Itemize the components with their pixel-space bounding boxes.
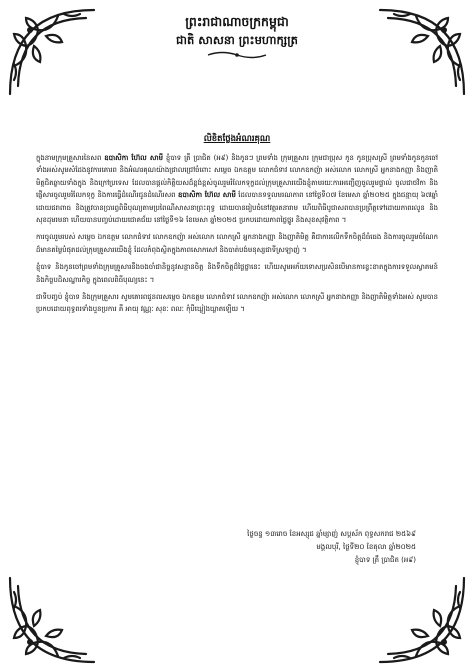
kingdom-title: ព្រះរាជាណាចក្រកម្ពុជា [185, 14, 289, 29]
signature-block [247, 528, 416, 567]
paragraph-2: ការចូលរួមរបស់ សម្តេច ឯកឧត្តម លោកជំទាវ លោកឧកញ៉ា អស់លោក លោកស្រី អ្នកនាងកញ្ញា និងញាតិមិត្ត គឺជាការលើកទឹកចិត្តដ៏ធំធេង និងការចូលរួមចំណែកដ៏មានតម្លៃបំផុតដល់ក្រុមគ្រួសារយើងខ្ញុំ ដែលកំពុងស្ថិតក្នុងភាពសោកសៅ និងបាត់បង់មនុស្សជាទីស្រឡាញ់ ។ [36, 233, 438, 254]
corner-ornament-bottom-left [6, 574, 98, 666]
corner-ornament-bottom-right [376, 574, 468, 666]
national-motto: ជាតិ សាសនា ព្រះមហាក្សត្រ [176, 33, 298, 47]
document-header [0, 12, 474, 60]
deceased-name: ឧបាសិកា ហ៊ែល សាមី [104, 154, 163, 162]
deceased-name: ឧបាសិកា ហ៊ែល សាមី [178, 191, 236, 200]
paragraph-4: ជាទីបញ្ចប់ ខ្ញុំបាទ និងក្រុមគ្រួសារ សូមគោរពជូនពរសម្តេច ឯកឧត្តម លោកជំទាវ លោកឧកញ៉ា អស់លោក លោកស្រី អ្នកនាងកញ្ញា និងញាតិមិត្តទាំងអស់ សូមបានប្រកបដោយពុទ្ធពរទាំងបួនប្រការ គឺ អាយុ វណ្ណៈ សុខៈ ពលៈ កុំបីឃ្លៀងឃ្លាតឡើយ ។ [36, 293, 438, 314]
lunar-date: ថ្ងៃចន្ទ ១៣រោច ខែអស្សុជ ឆ្នាំម្សាញ់ សប្តស័ក ពុទ្ធសករាជ ២៥៦៩ [247, 530, 416, 538]
paragraph-3: ខ្ញុំបាទ និងកូនចៅព្រមទាំងក្រុមគ្រួសារនឹងចងចាំជានិច្ចនូវសន្តានចិត្ត និងទឹកចិត្តដ៏ថ្លៃថ្លានេះ ហើយសូមអភ័យទោសប្រសិនបើមានការខ្វះខាតក្នុងការទទួលស្វាគមន៍ និងកិច្ចបដិសណ្ឋារកិច្ច ក្នុងពេលពិធីបុណ្យនេះ ។ [36, 263, 438, 284]
header-flourish [206, 50, 268, 60]
letter-body [36, 152, 438, 321]
signer-name: ខ្ញុំបាទ ត្រឹ ប្រាជិត (អ៩) [354, 556, 416, 564]
paragraph-1: ក្នុងនាមក្រុមគ្រួសារនៃសព ឧបាសិកា ហ៊ែល សាមី ខ្ញុំបាទ ត្រឹ ប្រាជិត (អ៩) និងកូនៗ ព្រមទាំង ក្រុមគ្រួសារ ក្រុមជាប្រុស កូន កូនប្រុសស្រី ព្រមទាំងកូនកូនចៅទាំងអស់សូមសំដែងនូវការគោរព និងអំណរគុណយ៉ាងជ្រាលជ្រៅចំពោះ សម្តេច ឯកឧត្តម លោកជំទាវ លោកឧកញ៉ា អស់លោក លោកស្រី អ្នកនាងកញ្ញា និងញាតិមិត្តជិតឆ្ងាយទាំងក្នុង និងក្រៅប្រទេស ដែលបានផ្តល់កិត្តិយសដ៏ខ្ពង់ខ្ពស់ចូលរួមរំលែកទុក្ខដល់ក្រុមគ្រួសារយើងខ្ញុំតាមរយៈការអញ្ជើញចូលរួមផ្ទាល់ ចូលជាថវិកា និងផ្ញើសារចូលរួមរំលែកទុក្ខ និងការធ្វើដំណើរជូនដំណើរសព ឧបាសិកា ហ៊ែល សាមី ដែលបានទទួលមរណភាព នៅថ្ងៃទី០៧ ខែមេសា ឆ្នាំ២០២៥ ក្នុងជន្មាយុ ៦៧ឆ្នាំ ដោយជរាពាធ និងត្រូវបានប្រារព្ធពិធីបុណ្យតាមប្រពៃណីសាសនាព្រះពុទ្ធ ដោយបានរៀបចំនៅវត្តរតនារាម ហើយពិធីបូជាសពបានប្រព្រឹត្តទៅដោយភាពរលូន និងសុខដុមរមនា ហើយបានបញ្ចប់ដោយជោគជ័យ នៅថ្ងៃទី១៦ ខែមេសា ឆ្នាំ២០២៥ ប្រកបដោយភាពថ្លៃថ្នូរ និងសុខសុវត្ថិភាព ។ [36, 154, 438, 225]
place-and-date: មង្គលបុរី, ថ្ងៃទី២០ ខែតុលា ឆ្នាំ២០២៥ [316, 543, 416, 551]
letter-title: លិខិតថ្លែងអំណរគុណ [203, 134, 271, 144]
